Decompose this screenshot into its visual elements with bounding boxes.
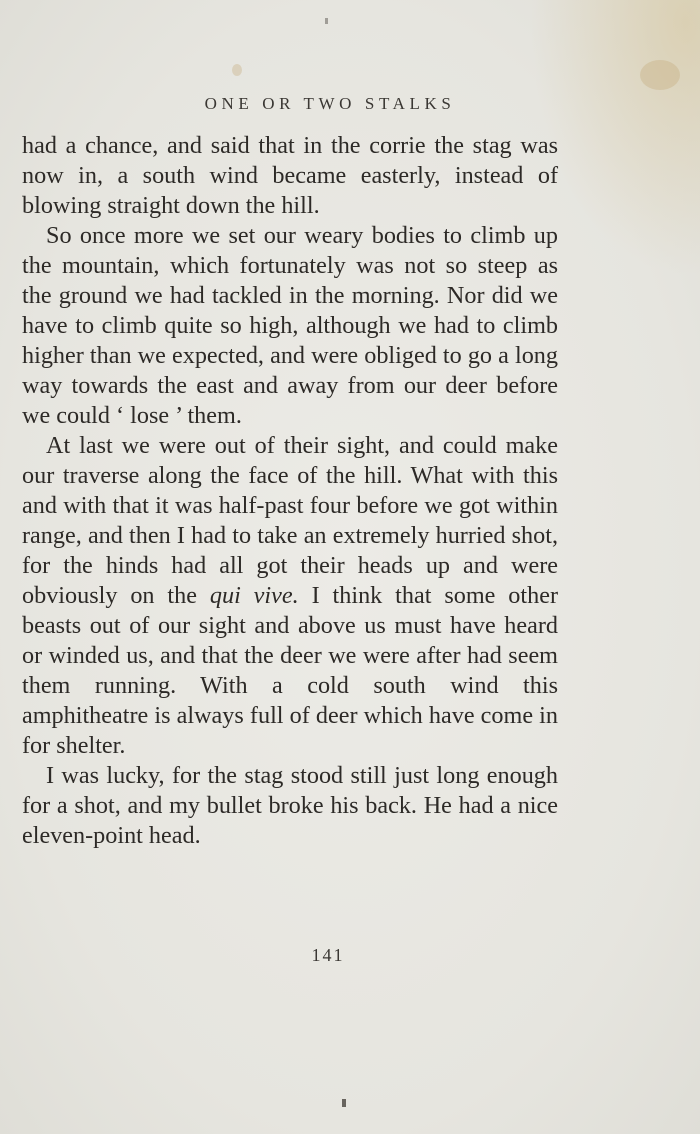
- paper-stain: [640, 60, 680, 90]
- paragraph-text: I think that some other beasts out of our sight and above us must have heard or winded us, and that the deer we were after had seem them running. With a cold south wind this amphitheatre is always full of deer which have come in for shelter.: [22, 582, 558, 759]
- paragraph: [22, 221, 558, 431]
- body-text: [22, 131, 558, 851]
- page-number: 141: [311, 945, 345, 965]
- running-head: ONE OR TWO STALKS: [204, 94, 456, 113]
- italic-phrase: qui vive.: [209, 582, 299, 609]
- paragraph-text: I was lucky, for the stag stood still just long enough for a shot, and my bullet broke his back. He had a nice eleven-point head.: [22, 762, 558, 849]
- paragraph-text: had a chance, and said that in the corrie the stag was now in, a south wind became easterly, instead of blowing straight down the hill.: [22, 132, 558, 219]
- paper-stain: [232, 64, 242, 76]
- paper-speck: [325, 18, 328, 24]
- paragraph-text: At last we were out of their sight, and could make our traverse along the face of the hill. What with this and with that it was half-past four before we got within range, and then I had to take an extremely hurried shot, for the hinds had all got their heads up and were obviously on the: [22, 432, 558, 609]
- paragraph: [22, 431, 558, 761]
- paragraph: [22, 761, 558, 851]
- paragraph: [22, 131, 558, 221]
- paper-speck: [342, 1099, 346, 1107]
- paragraph-text: So once more we set our weary bodies to climb up the mountain, which fortunately was not so steep as the ground we had tackled in the morning. Nor did we have to climb quite so high, although we had to climb higher than we expected, and were obliged to go a long way towards the east and away from our deer before we could ‘ lose ’ them.: [22, 222, 558, 429]
